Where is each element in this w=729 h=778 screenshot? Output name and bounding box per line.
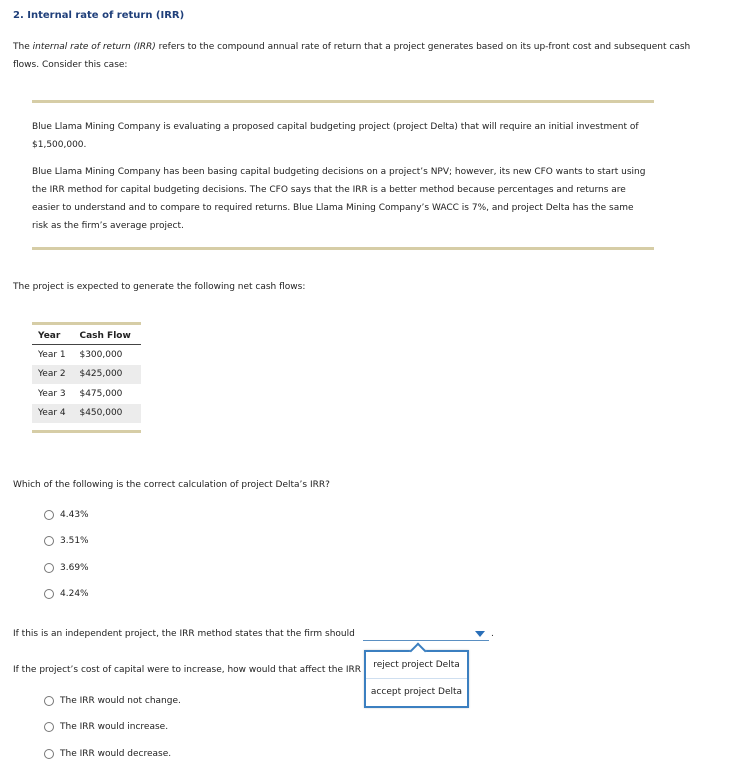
case-p2-line2: the IRR method for capital budgeting decisions. The CFO says that the IRR is a better method because percentages and returns are — [32, 185, 626, 195]
cell-cashflow: $300,000 — [79, 349, 123, 360]
table-bottom-rule — [32, 430, 141, 433]
q1-option-label: 3.69% — [60, 563, 89, 573]
cell-cashflow: $425,000 — [73, 365, 141, 385]
q3-option-label: The IRR would increase. — [60, 722, 169, 732]
table-row — [32, 384, 141, 404]
case-top-rule — [32, 100, 654, 103]
case-paragraph-1 — [32, 118, 652, 154]
q3-option-3[interactable] — [44, 749, 171, 759]
cell-year: Year 2 — [32, 365, 73, 385]
q2-text: If this is an independent project, the IRR method states that the firm should — [13, 629, 355, 639]
q3-option-2[interactable] — [44, 722, 168, 732]
chevron-down-icon[interactable] — [475, 631, 485, 637]
table-row — [32, 345, 141, 365]
q3-option-label: The IRR would decrease. — [60, 749, 172, 759]
q1-option-1[interactable] — [44, 510, 89, 520]
col-header-cashflow: Cash Flow — [73, 323, 141, 345]
cell-cashflow: $450,000 — [73, 404, 141, 424]
table-row — [32, 365, 141, 385]
q1-option-2[interactable] — [44, 536, 89, 546]
q3-option-label: The IRR would not change. — [60, 696, 181, 706]
decision-dropdown[interactable] — [363, 628, 489, 641]
radio-button[interactable] — [44, 563, 54, 573]
intro-line-1 — [13, 38, 713, 56]
case-p2-line3: easier to understand and to compare to required returns. Blue Llama Mining Company’s WACC is 7%, and project Delta has the same — [32, 203, 634, 213]
intro-term: internal rate of return (IRR) — [32, 42, 156, 52]
cashflow-table — [32, 323, 141, 423]
radio-button[interactable] — [44, 696, 54, 706]
case-p1-line2: $1,500,000. — [32, 140, 87, 150]
intro-pre: The — [13, 42, 33, 52]
cell-year: Year 1 — [38, 349, 66, 360]
q3-option-1[interactable] — [44, 696, 181, 706]
q1-text: Which of the following is the correct calculation of project Delta’s IRR? — [13, 480, 330, 490]
q1-option-label: 4.43% — [60, 510, 89, 520]
q2-trailing-period: . — [491, 629, 494, 639]
cell-cashflow: $475,000 — [79, 388, 123, 399]
radio-button[interactable] — [44, 510, 54, 520]
cashflow-intro: The project is expected to generate the following net cash flows: — [13, 282, 306, 292]
intro-line-2: flows. Consider this case: — [13, 60, 128, 70]
q1-option-3[interactable] — [44, 563, 89, 573]
q3-text: If the project’s cost of capital were to increase, how would that affect the IRR — [13, 665, 362, 675]
q1-option-label: 3.51% — [60, 536, 89, 546]
cell-year: Year 3 — [38, 388, 66, 399]
case-p2-line1: Blue Llama Mining Company has been basing capital budgeting decisions on a project’s NPV; however, its new CFO wants to start using — [32, 167, 646, 177]
case-p1-line1: Blue Llama Mining Company is evaluating a proposed capital budgeting project (project Delta) that will require an initial investment of — [32, 122, 639, 132]
case-paragraph-2 — [32, 163, 652, 235]
radio-button[interactable] — [44, 589, 54, 599]
case-bottom-rule — [32, 247, 654, 250]
q1-option-4[interactable] — [44, 589, 89, 599]
intro-paragraph — [13, 38, 713, 74]
option-reject-project[interactable]: reject project Delta — [366, 652, 467, 679]
table-row — [32, 404, 141, 424]
dropdown-menu — [364, 650, 469, 708]
radio-button[interactable] — [44, 536, 54, 546]
section-title: 2. Internal rate of return (IRR) — [13, 10, 185, 21]
radio-button[interactable] — [44, 722, 54, 732]
q1-option-label: 4.24% — [60, 589, 89, 599]
case-p2-line4: risk as the firm’s average project. — [32, 221, 184, 231]
intro-post: refers to the compound annual rate of return that a project generates based on its up-front cost and subsequent cash — [155, 42, 691, 52]
col-header-year: Year — [32, 323, 73, 345]
option-accept-project[interactable]: accept project Delta — [370, 687, 463, 697]
cell-year: Year 4 — [32, 404, 73, 424]
radio-button[interactable] — [44, 749, 54, 759]
